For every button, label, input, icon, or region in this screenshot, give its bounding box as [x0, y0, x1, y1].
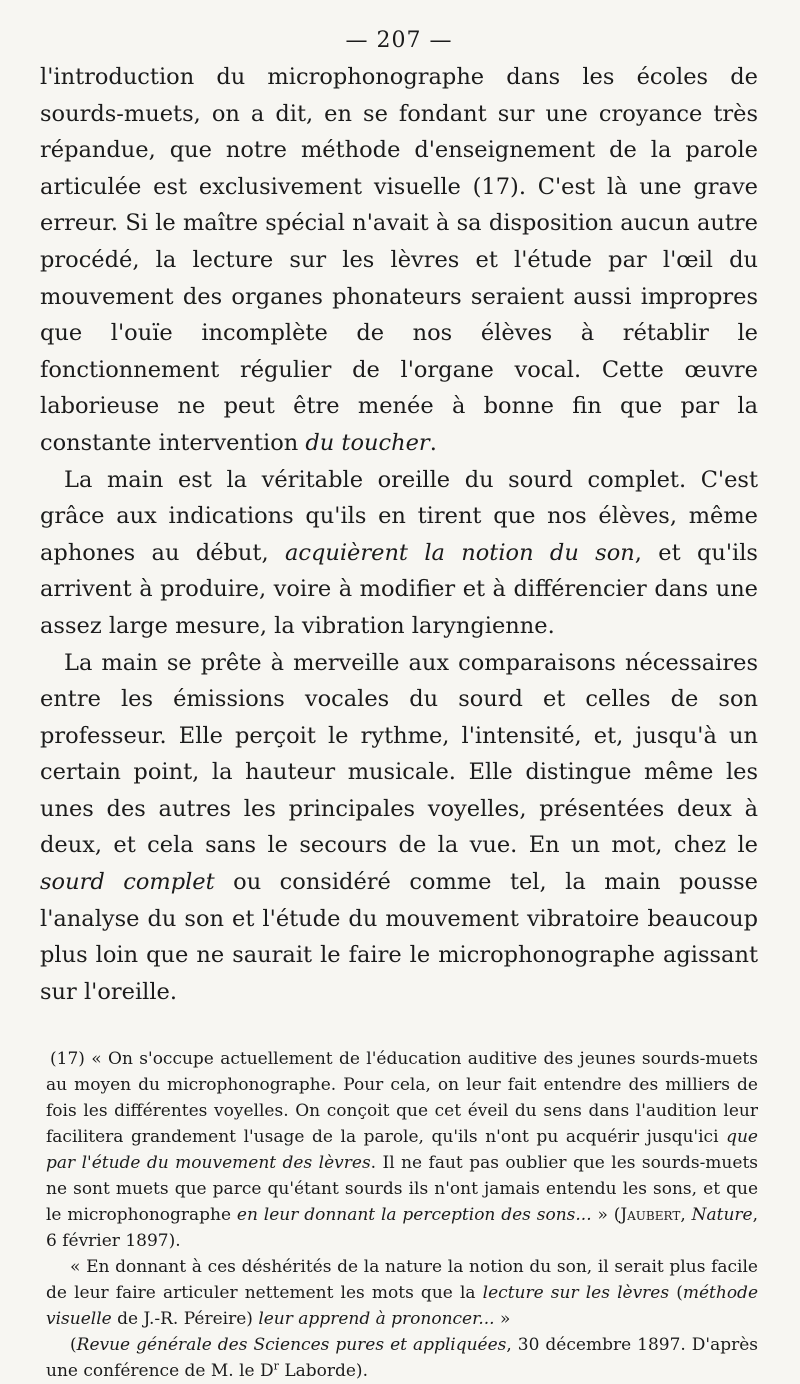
footnote-quote-2-emphasis-3: leur apprend à prononcer...: [258, 1309, 495, 1330]
paragraph-3: [40, 645, 758, 1011]
footnote-17-journal: Nature: [691, 1205, 753, 1226]
paragraph-2-emphasis: acquièrent la notion du son: [284, 539, 635, 566]
footnotes: [40, 1046, 758, 1384]
paragraph-3-text: La main se prête à merveille aux comparaisons nécessaires entre les émissions vocales du sourd et celles de son professeur. Elle perçoit le rythme, l'intensité, et, jusqu'à un certain point, la hauteur musicale. Elle distingue même les unes des autres les principales voyelles, présentées deux à deux, et cela sans le secours de la vue. En un mot, chez le: [40, 649, 758, 859]
paragraph-1-emphasis: du toucher: [305, 429, 430, 456]
footnote-quote-2-text: « En donnant à ces déshérités de la nature la notion du son, il serait plus facile de leur faire articuler nettement les mots que la: [46, 1257, 758, 1304]
main-text: [40, 59, 758, 1010]
footnote-17-text: (17) « On s'occupe actuellement de l'éducation auditive des jeunes sourds-muets au moyen du microphonographe. Pour cela, on leur fait entendre des milliers de fois les différentes voyelles. On conçoit que cet éveil du sens dans l'audition leur facilitera grandement l'usage de la parole, qu'ils n'ont pu acquérir jusqu'ici: [46, 1049, 758, 1148]
footnote-source-text: , 30 décembre 1897. D'après une conférence de M. le D: [46, 1335, 759, 1382]
paragraph-3-emphasis: sourd complet: [40, 869, 215, 896]
footnote-17: [46, 1046, 758, 1254]
paragraph-1: [40, 59, 758, 462]
footnote-quote-2-text-2: (: [669, 1283, 683, 1304]
footnote-source-end: Laborde).: [278, 1361, 368, 1382]
footnote-quote-2: [46, 1254, 758, 1332]
footnote-quote-2-text-3: de J.-R. Péreire): [111, 1309, 259, 1330]
page-number: — 207 —: [345, 28, 453, 53]
footnote-source-open: (: [70, 1335, 77, 1356]
paragraph-2-end: , et qu'ils arrivent à produire, voire à modifier et à différencier dans une assez large mesure, la vibration laryngienne.: [40, 539, 758, 639]
paragraph-2: [40, 462, 758, 645]
footnote-quote-2-end: »: [494, 1309, 511, 1330]
footnote-17-date: , 6 février 1897).: [46, 1205, 758, 1252]
paragraph-1-end: .: [429, 429, 437, 456]
paragraph-3-end: ou considéré comme tel, la main pousse l'analyse du son et l'étude du mouvement vibratoire beaucoup plus loin que ne saurait le faire le microphonographe agissant sur l'oreille.: [40, 869, 758, 1005]
footnote-17-author: Jaubert: [620, 1205, 681, 1226]
footnote-quote-2-emphasis-1: lecture sur les lèvres: [482, 1283, 670, 1304]
footnote-source-journal: Revue générale des Sciences pures et appliquées: [76, 1335, 507, 1356]
footnote-17-text-2: . Il ne faut pas oublier que les sourds-muets ne sont muets que parce qu'étant sourds ils n'ont jamais entendu les sons, et que le microphonographe: [46, 1153, 758, 1226]
footnote-17-emphasis-1: que par l'étude du mouvement des lèvres: [46, 1127, 758, 1174]
footnote-17-text-4: ,: [680, 1205, 692, 1226]
paragraph-1-text: l'introduction du microphonographe dans les écoles de sourds-muets, on a dit, en se fondant sur une croyance très répandue, que notre méthode d'enseignement de la parole articulée est exclusivement visuelle (17). C'est là une grave erreur. Si le maître spécial n'avait à sa disposition aucun autre procédé, la lecture sur les lèvres et l'étude par l'œil du mouvement des organes phonateurs seraient aussi impropres que l'ouïe incomplète de nos élèves à rétablir le fonctionnement régulier de l'organe vocal. Cette œuvre laborieuse ne peut être menée à bonne fin que par la constante intervention: [40, 64, 758, 456]
paragraph-2-text: La main est la véritable oreille du sourd complet. C'est grâce aux indications qu'ils en tirent que nos élèves, même aphones au début,: [40, 466, 758, 566]
footnote-17-emphasis-2: en leur donnant la perception des sons...: [236, 1205, 592, 1226]
footnote-quote-2-emphasis-2: méthode visuelle: [46, 1283, 758, 1330]
footnote-17-text-3: » (: [591, 1205, 621, 1226]
footnote-source-sup: r: [273, 1359, 279, 1373]
footnote-source: [46, 1332, 758, 1384]
